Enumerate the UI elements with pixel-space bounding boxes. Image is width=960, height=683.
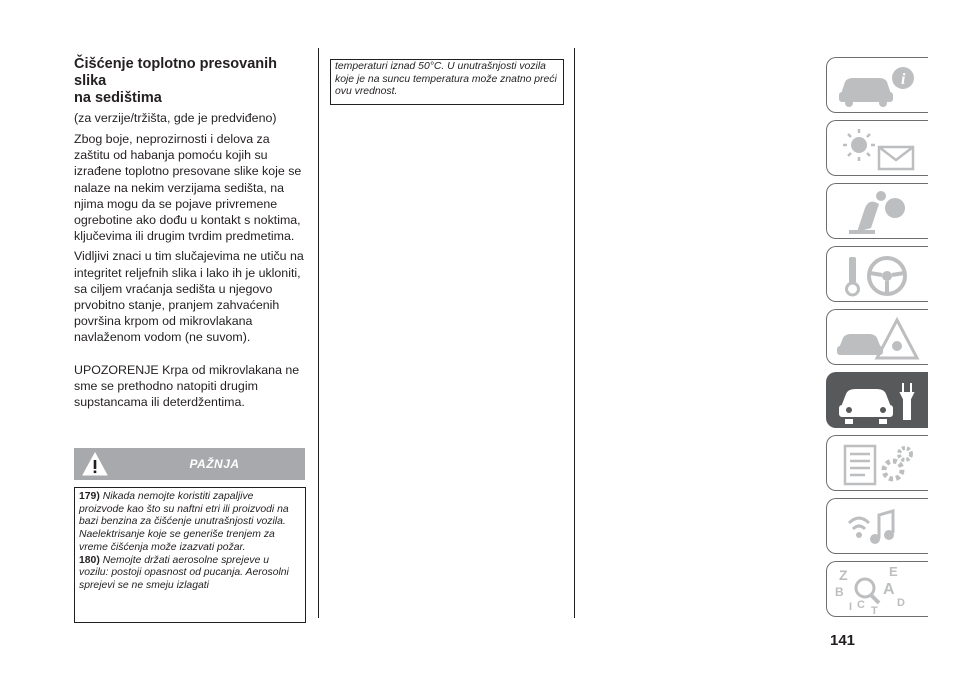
title-line-1: Čišćenje toplotno presovanih slika bbox=[74, 56, 278, 89]
paragraph-1: Zbog boje, neprozirnosti i delova za zaštitu od habanja pomoću kojih su izrađene toplotno presovane slike koje se nalaze na nekim verzijama sedišta, na njima mogu da se pojave privremene ogrebotine ako dođu u kontakt s noktima, ključevima ili drugim tvrdim predmetima. bbox=[74, 132, 302, 244]
warning-header bbox=[74, 448, 305, 480]
warning-item-text: Nemojte držati aerosolne sprejeve u vozilu: postoji opasnost od pucanja. Aerosolni sprejevi se ne smeju izlagati bbox=[79, 554, 289, 591]
tab-index[interactable] bbox=[826, 561, 928, 617]
title-line-2: na sedištima bbox=[74, 90, 162, 106]
car-info-icon bbox=[835, 62, 921, 110]
warning-box bbox=[74, 487, 306, 623]
column-divider bbox=[574, 48, 575, 618]
tab-key-steering[interactable] bbox=[826, 246, 928, 302]
warning-continuation-box bbox=[330, 59, 564, 105]
svg-text:Z: Z bbox=[839, 567, 848, 583]
warning-label: PAŽNJA bbox=[189, 457, 240, 471]
svg-text:T: T bbox=[871, 605, 878, 614]
svg-text:E: E bbox=[889, 566, 898, 579]
svg-text:i: i bbox=[901, 71, 906, 88]
tab-maintenance[interactable] bbox=[826, 372, 928, 428]
warning-item-text: Nikada nemojte koristiti zapaljive proizvode kao što su naftni etri ili proizvodi na bazi benzina za čišćenje unutrašnjosti vozila. Naelektrisanje koje se generiše trenjem za vreme čišćenja može izazvati požar. bbox=[79, 491, 289, 553]
column-divider bbox=[318, 48, 319, 618]
warning-item-180 bbox=[79, 555, 301, 593]
alphabetical-index-icon bbox=[835, 566, 921, 614]
warning-item-number: 179) bbox=[79, 491, 100, 502]
tab-warning-lights[interactable] bbox=[826, 120, 928, 176]
tab-seat-airbag[interactable] bbox=[826, 183, 928, 239]
svg-text:A: A bbox=[883, 581, 895, 598]
key-steering-wheel-icon bbox=[835, 251, 921, 299]
svg-text:B: B bbox=[835, 585, 844, 599]
seat-airbag-icon bbox=[835, 188, 921, 236]
technical-data-icon bbox=[835, 440, 921, 488]
car-emergency-icon bbox=[835, 314, 921, 362]
car-maintenance-icon bbox=[835, 377, 921, 425]
svg-text:D: D bbox=[897, 597, 905, 609]
section-title bbox=[74, 56, 308, 107]
warning-item-179 bbox=[79, 491, 301, 555]
page-number: 141 bbox=[830, 632, 856, 649]
tab-emergency[interactable] bbox=[826, 309, 928, 365]
multimedia-icon bbox=[835, 503, 921, 551]
tab-technical-data[interactable] bbox=[826, 435, 928, 491]
section-subtitle: (za verzije/tržišta, gde je predviđeno) bbox=[74, 111, 277, 125]
svg-text:C: C bbox=[857, 599, 865, 611]
paragraph-2: Vidljivi znaci u tim slučajevima ne utiču na integritet reljefnih slika i lako ih je ukloniti, sa ciljem vraćanja sedišta u njegovo prvobitno stanje, pranjem zahvaćenih površina krpom od mikrovlakana navlaženom vodom (ne suvom). bbox=[74, 249, 304, 345]
tab-multimedia[interactable] bbox=[826, 498, 928, 554]
warning-lights-message-icon bbox=[835, 125, 921, 173]
svg-text:I: I bbox=[849, 601, 853, 613]
warning-item-number: 180) bbox=[79, 554, 100, 566]
warning-continuation-text: temperaturi iznad 50°C. U unutrašnjosti vozila koje je na suncu temperatura može znatno preći ovu vrednost. bbox=[335, 61, 557, 98]
main-column bbox=[74, 56, 308, 414]
tab-car-info[interactable] bbox=[826, 57, 928, 113]
caution-paragraph: UPOZORENJE Krpa od mikrovlakana ne sme se prethodno natopiti drugim supstancama ili deterdžentima. bbox=[74, 362, 300, 410]
